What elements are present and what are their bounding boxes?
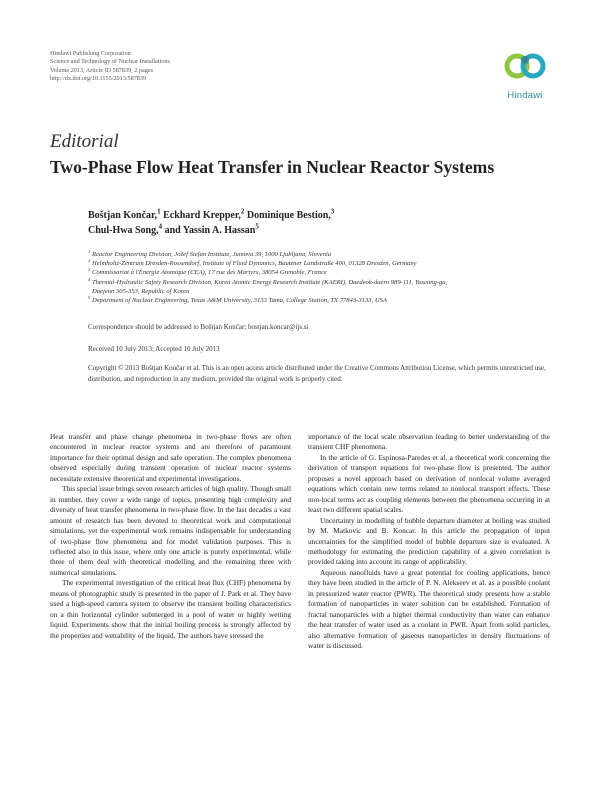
affiliation-text: Department of Nuclear Engineering, Texas A&M University, 3133 Tamu, College Station, TX 77843-3133, USA xyxy=(91,297,387,305)
affiliation-number: 2 xyxy=(88,258,91,264)
body-paragraph: Uncertainty in modelling of bubble departure diameter at boiling was studied by M. Matkovic and B. Koncar. In this article the propagation of input uncertainties for the simplified model of bubble departure size is evaluated. A methodology for estimating the prediction capability of a given correlation is provided taking into account its range of applicability. xyxy=(308,515,550,567)
hindawi-logo-text: Hindawi xyxy=(507,90,543,101)
affiliation-list xyxy=(88,250,558,305)
copyright-notice: Copyright © 2013 Boštjan Končar et al. This is an open access article distributed under the Creative Commons Attribution License, which permits unrestricted use, distribution, and reproduction in any medium, provided the original work is properly cited. xyxy=(88,364,546,383)
body-paragraph: The experimental investigation of the critical heat flux (CHF) phenomena by means of photographic study is presented in the paper of J. Park et al. They have used a high-speed camera system to observe the transient boiling characteristics on a thin horizontal cylinder submerged in a pool of water or highly wetting liquid. Experiments show that the initial boiling process is strongly affected by the properties and wettability of the liquid. The authors have stressed the xyxy=(50,578,291,640)
article-title: Two-Phase Flow Heat Transfer in Nuclear Reactor Systems xyxy=(50,157,495,177)
author-affil-number: 1 xyxy=(157,207,161,216)
body-paragraph: This special issue brings seven research articles of high quality. Though small in number, they cover a wide range of topics, presenting high complexity and diversity of heat transfer phenomena in two-phase flow. In the last decades a vast amount of research has been devoted to theoretical work and computational simulations, yet the experimental work remains indispensable for understanding of two-phase flow phenomena and for model validation purposes. This is reflected also in this issue, where only one article is purely experimental, while three of them deal with theoretical modelling and the remaining three with numerical simulations. xyxy=(50,484,291,577)
article-type: Editorial xyxy=(50,131,119,152)
author-affil-number: 5 xyxy=(255,222,259,231)
body-paragraph: In the article of G. Espinosa-Paredes et al. a theoretical work concerning the derivation of transport equations for two-phase flow is presented. The author proposes a novel approach based on derivation of nonlocal volume averaged equations which contain new terms related to nonlocal transport effects. These non-local terms act as coupling elements between the phenomena occurring in at least two different spatial scales. xyxy=(308,452,550,515)
affiliation-text-continued: Daejeon 305-353, Republic of Korea xyxy=(92,287,190,295)
body-column-right xyxy=(308,432,550,652)
author-name: Boštjan Končar, xyxy=(88,210,158,221)
affiliation-number: 5 xyxy=(88,294,91,300)
author-affil-number: 4 xyxy=(158,222,163,231)
journal-line: Science and Technology of Nuclear Installations xyxy=(50,58,170,66)
volume-line: Volume 2013, Article ID 587839, 2 pages xyxy=(50,66,153,74)
correspondence-note: Correspondence should be addressed to Boštjan Končar; bostjan.koncar@ijs.si xyxy=(88,323,309,331)
author-affil-number: 3 xyxy=(330,207,335,216)
affiliation-number: 3 xyxy=(88,267,91,273)
affiliation-text: Thermal-Hydraulic Safety Research Division, Korea Atomic Energy Research Institute (KAERI), Daedeok-daero 989-111, Yuseong-gu, xyxy=(91,278,448,286)
journal-header xyxy=(50,50,170,84)
author-name: Chul-Hwa Song, xyxy=(88,224,159,236)
body-paragraph: importance of the local scale observation leading to better understanding of the transient CHF phenomena. xyxy=(308,432,550,452)
publisher-line: Hindawi Publishing Corporation xyxy=(50,50,131,57)
author-name: Dominique Bestion, xyxy=(246,210,331,221)
author-list xyxy=(88,209,418,238)
body-paragraph: Aqueous nanofluids have a great potential for cooling applications, hence they have been studied in the article of P. N. Alekseev et al. as a possible coolant in pressurized water reactor (PWR). The theoretical study presents how a stable formation of nanoparticles in water solution can be established. Formation of fractal nanoparticles with a higher thermal conductivity than water can enhance the heat transfer of water used as a coolant in PWR. Apart from solid particles, also alternative formation of gaseous nanoparticles in density fluctuations of water is discussed. xyxy=(308,567,550,651)
author-name: and Yassin A. Hassan xyxy=(164,224,256,236)
affiliation-text: Commissariat à l'Énergie Atomique (CEA), 17 rue des Martyrs, 38054 Grenoble, France xyxy=(91,269,327,277)
received-accepted-dates: Received 10 July 2013; Accepted 10 July 2013 xyxy=(88,345,220,353)
affiliation-item xyxy=(88,259,558,268)
affiliation-text: Helmholtz-Zentrum Dresden-Rossendorf, Institute of Fluid Dynamics, Bautzner Landstraße 400, 01328 Dresden, Germany xyxy=(91,260,417,268)
doi-link[interactable]: http://dx.doi.org/10.1155/2013/587839 xyxy=(50,75,147,83)
author-name: Eckhard Krepper, xyxy=(163,210,241,221)
body-column-left xyxy=(50,432,291,641)
affiliation-text: Reactor Engineering Division, Jožef Stefan Institute, Jamova 39, 1000 Ljubljana, Slovenia xyxy=(91,251,332,258)
body-paragraph: Heat transfer and phase change phenomena in two-phase flows are often encountered in nuclear reactor systems and are therefore of paramount importance for their optimal design and safe operation. The complex phenomena observed especially during transient operation of nuclear reactor systems necessitate extensive theoretical and experimental investigations. xyxy=(50,432,291,483)
affiliation-number: 1 xyxy=(88,248,91,254)
affiliation-item xyxy=(88,296,558,305)
affiliation-item xyxy=(88,250,558,259)
author-affil-number: 2 xyxy=(240,207,245,216)
affiliation-item xyxy=(88,268,558,277)
affiliation-number: 4 xyxy=(88,276,91,282)
affiliation-item xyxy=(88,278,558,296)
